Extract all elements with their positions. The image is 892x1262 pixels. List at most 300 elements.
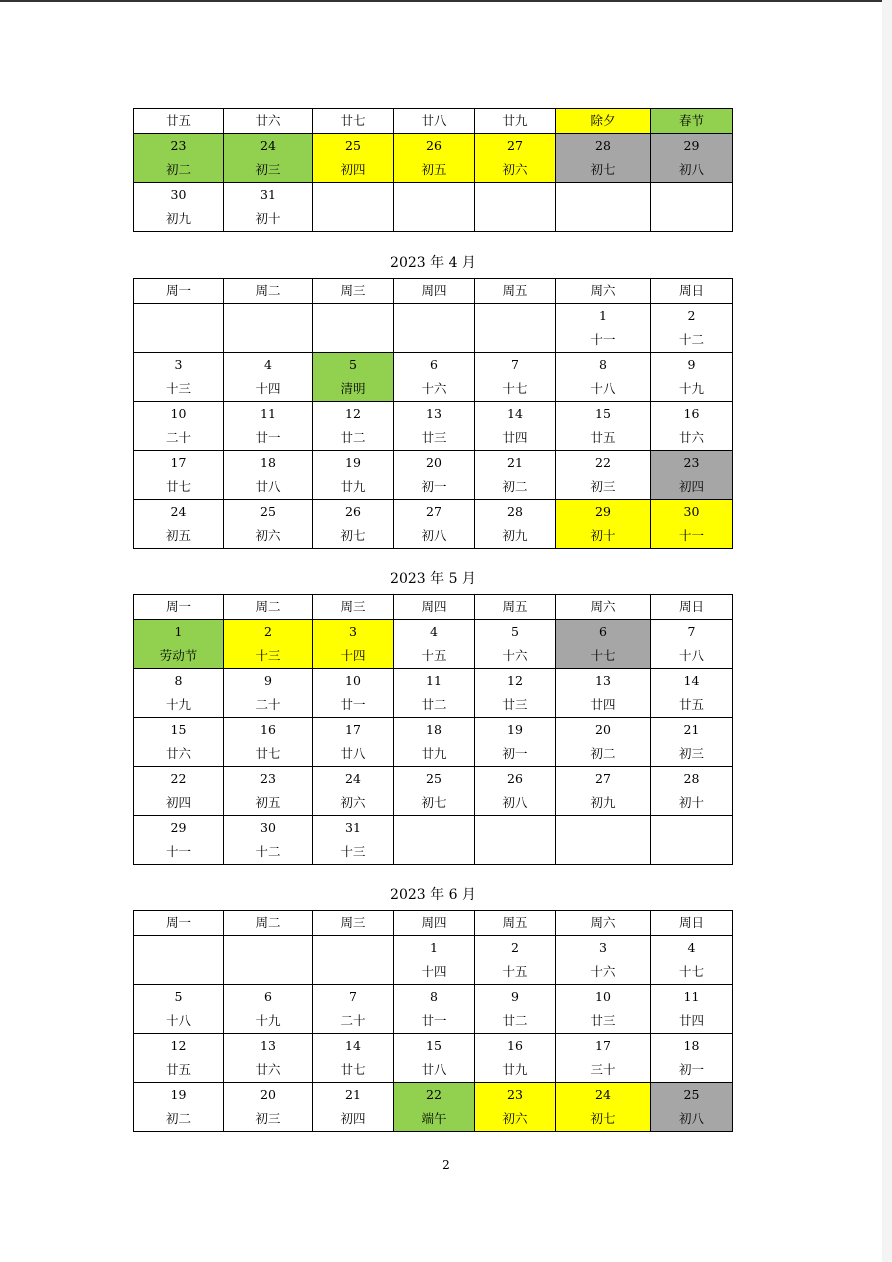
day-number: 29 xyxy=(170,820,187,835)
lunar-date: 十九 xyxy=(255,1013,281,1028)
day-number: 3 xyxy=(174,357,183,372)
day-number: 10 xyxy=(345,673,361,688)
lunar-date: 初五 xyxy=(421,162,447,177)
lunar-date: 十六 xyxy=(421,381,447,396)
lunar-date xyxy=(651,207,732,231)
lunar-date: 十八 xyxy=(678,648,704,663)
lunar-date: 二十 xyxy=(165,430,191,445)
lunar-date: 初七 xyxy=(590,162,616,177)
day-number: 26 xyxy=(507,771,523,786)
lunar-date: 廿七 xyxy=(255,746,281,761)
day-cell xyxy=(313,451,394,500)
lunar-date: 廿六 xyxy=(255,1062,281,1077)
lunar-date: 初八 xyxy=(421,528,447,543)
lunar-date: 廿八 xyxy=(340,746,366,761)
lunar-date: 廿二 xyxy=(421,697,447,712)
weekday-header: 周五 xyxy=(475,595,556,620)
lunar-date: 初八 xyxy=(502,795,528,810)
day-cell xyxy=(313,936,394,985)
day-cell xyxy=(394,1083,475,1132)
day-number xyxy=(475,816,555,840)
lunar-date: 廿一 xyxy=(340,697,366,712)
lunar-date: 十二 xyxy=(678,332,704,347)
day-cell xyxy=(556,134,651,183)
week-row xyxy=(134,936,733,985)
day-cell xyxy=(313,134,394,183)
day-cell xyxy=(313,1034,394,1083)
lunar-date: 春节 xyxy=(678,113,704,128)
lunar-date: 初四 xyxy=(678,479,704,494)
day-number: 5 xyxy=(174,989,183,1004)
week-row xyxy=(134,402,733,451)
day-number: 15 xyxy=(595,406,611,421)
day-number: 26 xyxy=(345,504,361,519)
weekday-header-row xyxy=(134,595,733,620)
day-number: 21 xyxy=(507,455,523,470)
lunar-date: 除夕 xyxy=(590,113,616,128)
day-cell xyxy=(134,402,224,451)
day-cell xyxy=(224,451,313,500)
lunar-date: 十三 xyxy=(165,381,191,396)
day-cell xyxy=(313,1083,394,1132)
lunar-date: 二十 xyxy=(340,1013,366,1028)
day-number: 1 xyxy=(174,624,183,639)
day-cell xyxy=(475,718,556,767)
lunar-date xyxy=(313,328,393,352)
lunar-date xyxy=(556,840,650,864)
lunar-date: 三十 xyxy=(590,1062,616,1077)
day-number: 14 xyxy=(345,1038,361,1053)
lunar-date xyxy=(313,207,393,231)
day-cell xyxy=(651,183,733,232)
lunar-date: 端午 xyxy=(421,1111,447,1126)
day-cell xyxy=(134,109,224,134)
lunar-date: 初四 xyxy=(340,1111,366,1126)
weekday-header: 周四 xyxy=(394,279,475,304)
day-cell xyxy=(651,304,733,353)
lunar-date: 廿七 xyxy=(340,1062,366,1077)
weekday-header: 周日 xyxy=(651,279,733,304)
day-number: 24 xyxy=(595,1087,611,1102)
day-cell xyxy=(651,936,733,985)
day-number: 23 xyxy=(260,771,276,786)
week-row xyxy=(134,985,733,1034)
lunar-date: 廿四 xyxy=(678,1013,704,1028)
day-number: 21 xyxy=(345,1087,361,1102)
day-cell xyxy=(651,402,733,451)
day-number: 8 xyxy=(599,357,607,372)
day-cell xyxy=(313,985,394,1034)
day-number: 30 xyxy=(260,820,276,835)
weekday-header: 周二 xyxy=(224,595,313,620)
week-row xyxy=(134,304,733,353)
day-cell xyxy=(134,1083,224,1132)
week-row xyxy=(134,500,733,549)
day-cell xyxy=(651,718,733,767)
day-cell xyxy=(475,451,556,500)
weekday-header: 周一 xyxy=(134,911,224,936)
day-cell xyxy=(224,620,313,669)
lunar-date: 十七 xyxy=(590,648,616,663)
lunar-date: 廿一 xyxy=(255,430,281,445)
day-number: 11 xyxy=(426,673,442,688)
lunar-date: 十六 xyxy=(502,648,528,663)
day-number: 26 xyxy=(426,138,442,153)
lunar-date: 初二 xyxy=(502,479,528,494)
lunar-date: 劳动节 xyxy=(159,648,198,663)
lunar-date xyxy=(556,207,650,231)
day-cell xyxy=(134,669,224,718)
page-number: 2 xyxy=(442,1158,450,1172)
lunar-date: 廿八 xyxy=(255,479,281,494)
lunar-date: 廿七 xyxy=(340,113,366,128)
day-number: 8 xyxy=(174,673,183,688)
day-cell xyxy=(394,620,475,669)
weekday-header-row xyxy=(134,279,733,304)
weekday-header-row xyxy=(134,911,733,936)
lunar-date: 初三 xyxy=(590,479,616,494)
weekday-header: 周六 xyxy=(556,911,651,936)
day-cell xyxy=(475,767,556,816)
day-number xyxy=(134,936,223,960)
day-cell xyxy=(475,936,556,985)
day-cell xyxy=(224,304,313,353)
day-cell xyxy=(651,669,733,718)
day-number: 21 xyxy=(683,722,700,737)
day-number: 12 xyxy=(345,406,361,421)
weekday-header: 周一 xyxy=(134,595,224,620)
day-number: 24 xyxy=(260,138,276,153)
lunar-date xyxy=(475,207,555,231)
day-number xyxy=(394,183,474,207)
lunar-date: 初五 xyxy=(255,795,281,810)
lunar-date: 初十 xyxy=(255,211,281,226)
lunar-date xyxy=(475,840,555,864)
lunar-date: 初五 xyxy=(165,528,191,543)
day-cell xyxy=(556,718,651,767)
day-cell xyxy=(556,767,651,816)
page-right-edge xyxy=(882,0,892,1262)
day-cell xyxy=(651,353,733,402)
page-top-border xyxy=(0,0,892,2)
day-cell xyxy=(556,451,651,500)
day-number: 9 xyxy=(511,989,519,1004)
week-row xyxy=(134,718,733,767)
day-cell xyxy=(224,1034,313,1083)
day-number: 9 xyxy=(264,673,272,688)
day-cell xyxy=(556,816,651,865)
day-cell xyxy=(475,1034,556,1083)
day-number: 13 xyxy=(260,1038,276,1053)
lunar-date: 十七 xyxy=(678,964,704,979)
day-number: 6 xyxy=(264,989,272,1004)
day-number: 23 xyxy=(170,138,187,153)
day-number: 20 xyxy=(260,1087,276,1102)
day-cell xyxy=(313,402,394,451)
lunar-date: 初九 xyxy=(590,795,616,810)
day-number xyxy=(313,936,393,960)
lunar-date xyxy=(475,328,555,352)
lunar-date: 廿九 xyxy=(502,113,528,128)
day-number: 10 xyxy=(170,406,187,421)
day-cell xyxy=(224,1083,313,1132)
calendar-table xyxy=(133,108,733,232)
day-number: 27 xyxy=(507,138,523,153)
lunar-date: 廿四 xyxy=(502,430,528,445)
lunar-date: 初一 xyxy=(421,479,447,494)
day-cell xyxy=(475,304,556,353)
day-number: 25 xyxy=(345,138,361,153)
day-number xyxy=(651,816,732,840)
day-cell xyxy=(651,1034,733,1083)
day-number: 11 xyxy=(260,406,276,421)
day-cell xyxy=(651,451,733,500)
week-row xyxy=(134,620,733,669)
day-number: 18 xyxy=(260,455,276,470)
day-cell xyxy=(556,402,651,451)
weekday-header: 周五 xyxy=(475,279,556,304)
day-cell xyxy=(394,451,475,500)
day-number: 27 xyxy=(426,504,442,519)
day-number: 7 xyxy=(687,624,696,639)
lunar-date: 廿六 xyxy=(255,113,281,128)
lunar-date: 廿七 xyxy=(165,479,191,494)
day-number: 2 xyxy=(511,940,519,955)
lunar-date xyxy=(134,960,223,984)
day-number: 4 xyxy=(430,624,438,639)
day-cell xyxy=(134,304,224,353)
lunar-date xyxy=(134,328,223,352)
day-cell xyxy=(556,1034,651,1083)
day-number: 16 xyxy=(260,722,276,737)
day-number: 31 xyxy=(260,187,276,202)
lunar-date: 十四 xyxy=(421,964,447,979)
day-cell xyxy=(475,500,556,549)
day-cell xyxy=(134,1034,224,1083)
week-row xyxy=(134,451,733,500)
day-cell xyxy=(475,669,556,718)
weekday-header: 周三 xyxy=(313,911,394,936)
day-number: 30 xyxy=(170,187,187,202)
day-number: 23 xyxy=(507,1087,523,1102)
day-cell xyxy=(556,620,651,669)
day-number: 10 xyxy=(595,989,611,1004)
lunar-date: 十四 xyxy=(340,648,366,663)
day-number: 4 xyxy=(687,940,696,955)
day-cell xyxy=(313,500,394,549)
weekday-header: 周三 xyxy=(313,279,394,304)
day-cell xyxy=(651,109,733,134)
lunar-date xyxy=(394,840,474,864)
lunar-date: 廿六 xyxy=(678,430,704,445)
weekday-header: 周二 xyxy=(224,279,313,304)
day-number: 22 xyxy=(426,1087,442,1102)
lunar-date: 廿二 xyxy=(340,430,366,445)
day-cell xyxy=(556,669,651,718)
calendar-table xyxy=(133,910,733,1132)
day-number xyxy=(394,816,474,840)
day-cell xyxy=(224,816,313,865)
day-number: 24 xyxy=(170,504,187,519)
day-number xyxy=(556,816,650,840)
lunar-date: 十一 xyxy=(678,528,704,543)
day-cell xyxy=(134,816,224,865)
weekday-header: 周三 xyxy=(313,595,394,620)
day-number: 22 xyxy=(170,771,187,786)
day-cell xyxy=(134,767,224,816)
lunar-date: 十四 xyxy=(255,381,281,396)
day-number: 15 xyxy=(170,722,187,737)
lunar-date: 初二 xyxy=(165,162,191,177)
lunar-date: 初十 xyxy=(590,528,616,543)
lunar-date: 初六 xyxy=(502,1111,528,1126)
calendar-table xyxy=(133,594,733,865)
day-number: 31 xyxy=(345,820,361,835)
lunar-date: 十六 xyxy=(590,964,616,979)
day-number: 4 xyxy=(264,357,272,372)
day-number: 11 xyxy=(683,989,700,1004)
day-cell xyxy=(313,620,394,669)
day-cell xyxy=(224,353,313,402)
lunar-date: 廿三 xyxy=(502,697,528,712)
lunar-date: 十一 xyxy=(165,844,191,859)
day-number: 20 xyxy=(595,722,611,737)
day-cell xyxy=(224,183,313,232)
month-title: 2023 年 4 月 xyxy=(390,255,476,271)
day-number xyxy=(651,183,732,207)
day-cell xyxy=(651,767,733,816)
day-number: 2 xyxy=(264,624,272,639)
lunar-date: 十五 xyxy=(421,648,447,663)
lunar-date: 十九 xyxy=(165,697,191,712)
lunar-date: 初一 xyxy=(678,1062,704,1077)
day-cell xyxy=(394,402,475,451)
weekday-header: 周日 xyxy=(651,911,733,936)
day-cell xyxy=(394,1034,475,1083)
day-cell xyxy=(224,402,313,451)
day-cell xyxy=(394,353,475,402)
day-cell xyxy=(556,183,651,232)
day-cell xyxy=(556,353,651,402)
day-number xyxy=(224,304,312,328)
weekday-header: 周六 xyxy=(556,279,651,304)
lunar-date: 清明 xyxy=(340,381,366,396)
lunar-date: 初二 xyxy=(165,1111,191,1126)
day-number: 16 xyxy=(683,406,700,421)
lunar-date: 初一 xyxy=(502,746,528,761)
lunar-date: 廿五 xyxy=(165,1062,191,1077)
day-cell xyxy=(313,183,394,232)
day-cell xyxy=(651,500,733,549)
day-number: 28 xyxy=(507,504,523,519)
lunar-date: 初三 xyxy=(255,1111,281,1126)
week-row xyxy=(134,1034,733,1083)
day-number: 13 xyxy=(426,406,442,421)
day-cell xyxy=(394,134,475,183)
lunar-date: 十一 xyxy=(590,332,616,347)
weekday-header: 周一 xyxy=(134,279,224,304)
lunar-date xyxy=(224,960,312,984)
day-number: 2 xyxy=(687,308,696,323)
day-cell xyxy=(475,353,556,402)
week-row xyxy=(134,353,733,402)
day-number: 29 xyxy=(595,504,611,519)
day-number xyxy=(475,183,555,207)
day-cell xyxy=(394,936,475,985)
day-number: 27 xyxy=(595,771,611,786)
week-row xyxy=(134,767,733,816)
day-number xyxy=(394,304,474,328)
day-cell xyxy=(475,1083,556,1132)
day-cell xyxy=(313,718,394,767)
day-cell xyxy=(224,767,313,816)
lunar-date: 初九 xyxy=(502,528,528,543)
day-number: 20 xyxy=(426,455,442,470)
day-cell xyxy=(475,134,556,183)
day-number xyxy=(134,304,223,328)
weekday-header: 周五 xyxy=(475,911,556,936)
day-number: 6 xyxy=(599,624,607,639)
day-number: 17 xyxy=(595,1038,611,1053)
week-row xyxy=(134,816,733,865)
day-cell xyxy=(134,985,224,1034)
lunar-date: 廿三 xyxy=(590,1013,616,1028)
lunar-date: 十七 xyxy=(502,381,528,396)
day-number xyxy=(313,304,393,328)
day-number: 1 xyxy=(430,940,438,955)
day-cell xyxy=(394,767,475,816)
day-number: 8 xyxy=(430,989,438,1004)
day-cell xyxy=(475,109,556,134)
month-title: 2023 年 6 月 xyxy=(390,887,476,903)
day-cell xyxy=(224,669,313,718)
day-number: 5 xyxy=(511,624,519,639)
day-number: 7 xyxy=(349,989,357,1004)
lunar-date: 廿二 xyxy=(502,1013,528,1028)
day-cell xyxy=(313,109,394,134)
weekday-header: 周四 xyxy=(394,595,475,620)
day-number: 12 xyxy=(507,673,523,688)
lunar-date: 初二 xyxy=(590,746,616,761)
lunar-date: 初七 xyxy=(421,795,447,810)
day-number: 19 xyxy=(507,722,523,737)
lunar-date: 十三 xyxy=(255,648,281,663)
lunar-date xyxy=(394,328,474,352)
day-cell xyxy=(556,500,651,549)
lunar-date: 初十 xyxy=(678,795,704,810)
day-number: 24 xyxy=(345,771,361,786)
lunar-date: 廿九 xyxy=(421,746,447,761)
day-number: 15 xyxy=(426,1038,442,1053)
lunar-date xyxy=(651,840,732,864)
day-number: 14 xyxy=(683,673,700,688)
day-number: 9 xyxy=(687,357,696,372)
day-number: 6 xyxy=(430,357,438,372)
day-number xyxy=(475,304,555,328)
day-number: 3 xyxy=(599,940,607,955)
day-cell xyxy=(475,402,556,451)
day-cell xyxy=(134,718,224,767)
lunar-date: 十三 xyxy=(340,844,366,859)
week-row xyxy=(134,134,733,183)
lunar-date: 十二 xyxy=(255,844,281,859)
day-cell xyxy=(224,134,313,183)
week-row xyxy=(134,669,733,718)
lunar-date: 廿四 xyxy=(590,697,616,712)
lunar-date: 初三 xyxy=(678,746,704,761)
lunar-date: 初六 xyxy=(255,528,281,543)
day-cell xyxy=(394,304,475,353)
